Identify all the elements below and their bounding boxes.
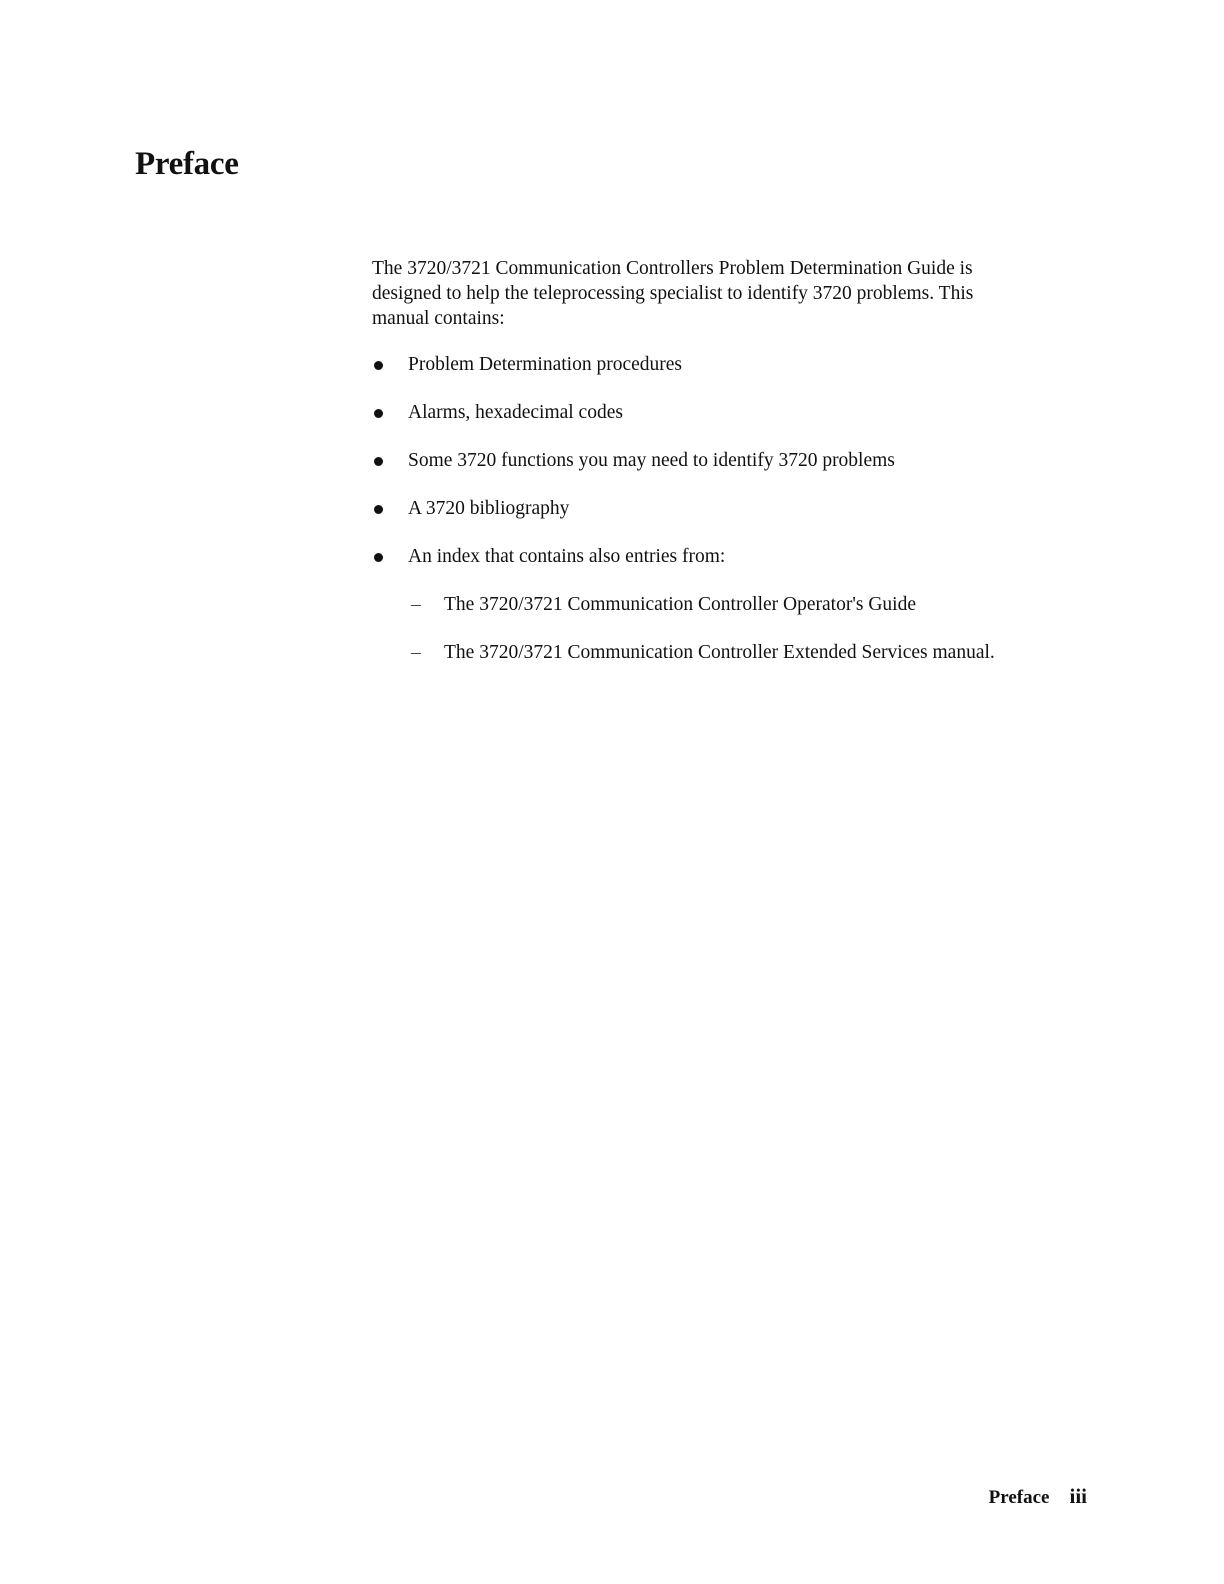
list-item-text: Alarms, hexadecimal codes — [408, 402, 623, 423]
footer-section-label: Preface — [988, 1487, 1050, 1508]
contents-list — [372, 352, 1092, 688]
list-item — [372, 544, 1092, 665]
dash-icon: – — [411, 594, 421, 615]
list-item-text: A 3720 bibliography — [408, 498, 570, 519]
page-title: Preface — [135, 146, 239, 182]
bullet-icon — [374, 457, 383, 466]
list-item — [372, 400, 1092, 425]
bullet-icon — [374, 409, 383, 418]
dash-icon: – — [411, 642, 421, 663]
sub-list — [408, 592, 1092, 665]
list-item-text: Some 3720 functions you may need to identify 3720 problems — [408, 450, 895, 471]
bullet-icon — [374, 553, 383, 562]
sub-list-item — [408, 592, 1092, 617]
sub-list-item-text: The 3720/3721 Communication Controller Operator's Guide — [444, 594, 916, 615]
list-item — [372, 448, 1092, 473]
sub-list-item-text: The 3720/3721 Communication Controller Extended Services manual. — [444, 642, 995, 663]
page-footer — [989, 1484, 1087, 1509]
list-item-text: Problem Determination procedures — [408, 354, 682, 375]
bullet-icon — [374, 505, 383, 514]
intro-line: manual contains: — [372, 308, 505, 329]
intro-line: The 3720/3721 Communication Controllers Problem Determination Guide is — [372, 258, 973, 279]
page-number: iii — [1069, 1484, 1087, 1508]
intro-paragraph — [372, 256, 1062, 331]
intro-line: designed to help the teleprocessing specialist to identify 3720 problems. This — [372, 283, 974, 304]
list-item-text: An index that contains also entries from: — [408, 546, 726, 567]
list-item — [372, 496, 1092, 521]
sub-list-item — [408, 640, 1092, 665]
bullet-icon — [374, 361, 383, 370]
list-item — [372, 352, 1092, 377]
